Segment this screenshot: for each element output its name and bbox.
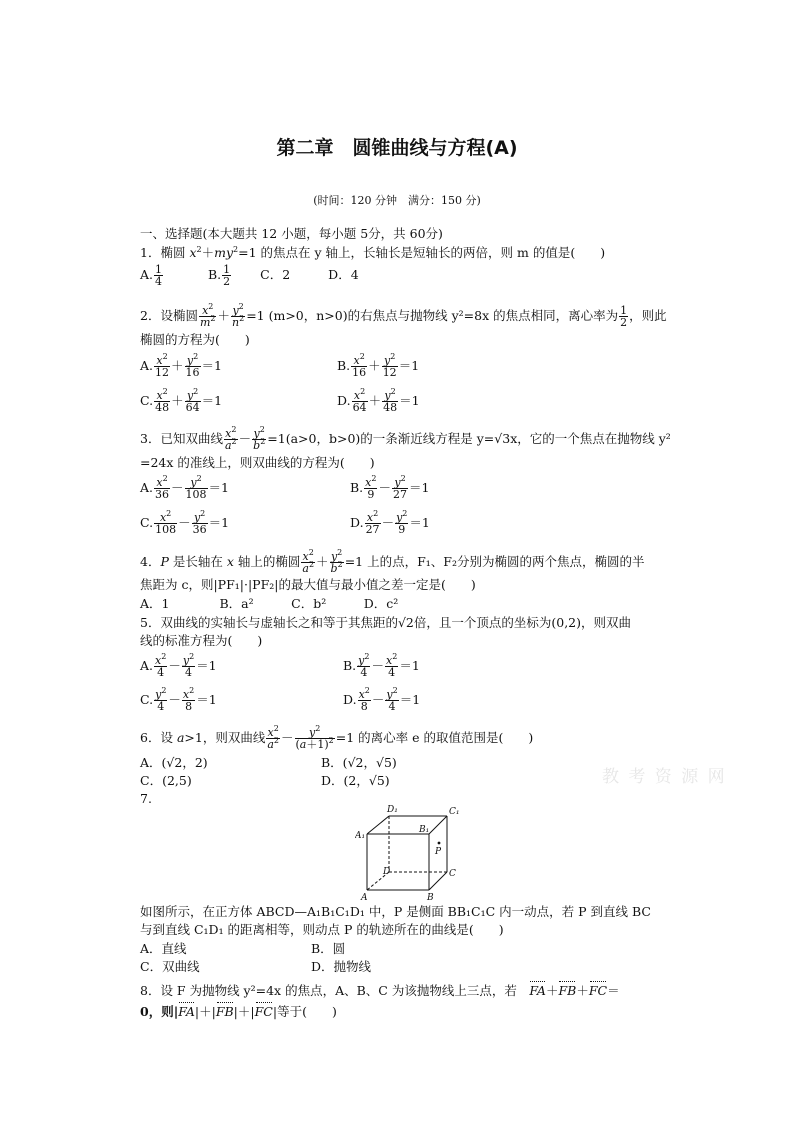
q5-stem-2: 线的标准方程为( ) [140,633,263,648]
q1-options: A. $\frac{1}{4}$ B. $\frac{1}{2}$ C．2 D．4 [140,263,359,288]
q6-option-c: C．(2,5) [140,773,192,788]
q3-option-b: B. $\frac{x^2}{9}$ － $\frac{y^2}{27}$ ＝1 [350,474,430,501]
cube-figure [355,802,465,902]
q3-stem-2: =24x 的准线上，则双曲线的方程为( ) [140,455,375,470]
label-c1: C₁ [449,807,460,817]
label-b: B [427,893,434,902]
q5-option-b: B. $\frac{y^2}{4}$ － $\frac{x^2}{4}$ ＝1 [343,652,420,679]
watermark: 教 考 资 源 网 [602,767,727,787]
q8-stem-2: 0，则|FA|＋|FB|＋|FC|等于( ) [140,1004,337,1019]
section-heading: 一、选择题(本大题共 12 小题，每小题 5分，共 60分) [140,226,443,241]
q7-stem-2: 与到直线 C₁D₁ 的距离相等，则动点 P 的轨迹所在的曲线是( ) [140,922,504,937]
label-b1: B₁ [419,825,430,835]
q3-option-a: A. $\frac{x^2}{36}$ － $\frac{y^2}{108}$ ＝1 [140,474,229,501]
q2-stem-2: 椭圆的方程为( ) [140,332,250,347]
q1-stem: 1．椭圆 $x^2+my^2=1$ 的焦点在 y 轴上，长轴长是短轴长的两倍，则 m 的值是( ) [140,245,606,260]
q2-option-b: B. $\frac{x^2}{16}$ ＋ $\frac{y^2}{12}$ ＝1 [337,352,420,379]
q7-stem: 如图所示，在正方体 ABCD—A₁B₁C₁D₁ 中，P 是侧面 BB₁C₁C 内一动点，若 P 到直线 BC [140,904,651,919]
q2-option-c: C. $\frac{x^2}{48}$ ＋ $\frac{y^2}{64}$ ＝1 [140,387,223,414]
q2-option-a: A. $\frac{x^2}{12}$ ＋ $\frac{y^2}{16}$ ＝1 [140,352,222,379]
q5-option-d: D. $\frac{x^2}{8}$ － $\frac{y^2}{4}$ ＝1 [343,686,421,713]
q4-stem: 4．P 是长轴在 x 轴上的椭圆 $\frac{x^2}{a^2}$ ＋ $\frac{y^2}{b^2}$ =1 上的点，F₁、F₂分别为椭圆的两个焦点，椭圆的半 [140,548,645,575]
q6-stem: 6．设 a>1，则双曲线 $\frac{x^2}{a^2}$ － $\frac{y^2}{(a+1)^2}$ =1 的离心率 e 的取值范围是( ) [140,724,534,751]
label-a1: A₁ [355,831,366,841]
q7-option-c: C．双曲线 [140,959,200,974]
q3-option-d: D. $\frac{x^2}{27}$ － $\frac{y^2}{9}$ ＝1 [350,509,430,536]
q3-stem: 3．已知双曲线 $\frac{x^2}{a^2}$ － $\frac{y^2}{b^2}$ =1(a>0，b>0)的一条渐近线方程是 y=√3x，它的一个焦点在抛物线 y² [140,425,671,452]
q3-option-c: C. $\frac{x^2}{108}$ － $\frac{y^2}{36}$ ＝1 [140,509,230,536]
q5-option-a: A. $\frac{x^2}{4}$ － $\frac{y^2}{4}$ ＝1 [140,652,217,679]
q8-stem: 8．设 F 为抛物线 y²=4x 的焦点，A、B、C 为该抛物线上三点，若 FA＋FB＋FC＝ [140,983,620,998]
q7-option-d: D．抛物线 [311,959,372,974]
q7-option-a: A．直线 [140,941,187,956]
label-a: A [361,893,368,902]
q5-option-c: C. $\frac{y^2}{4}$ － $\frac{x^2}{8}$ ＝1 [140,686,217,713]
label-c: C [449,869,456,879]
q7-number: 7. [140,791,152,806]
page-title: 第二章 圆锥曲线与方程(A) [276,137,518,159]
q2-option-d: D. $\frac{x^2}{64}$ ＋ $\frac{y^2}{48}$ ＝1 [337,387,420,414]
q4-stem-2: 焦距为 c，则|PF₁|·|PF₂|的最大值与最小值之差一定是( ) [140,577,476,592]
q6-option-d: D．(2，√5) [321,773,390,788]
q7-option-b: B．圆 [311,941,346,956]
q2-stem: 2．设椭圆 $\frac{x^2}{m^2}$ ＋ $\frac{y^2}{n^2}$ =1 (m>0，n>0)的右焦点与抛物线 y²=8x 的焦点相同，离心率为 $\frac{1}{2}$ ，则此 [140,302,667,329]
q5-stem: 5．双曲线的实轴长与虚轴长之和等于其焦距的√2倍，且一个顶点的坐标为(0,2)，则双曲 [140,615,632,630]
q6-option-b: B．(√2，√5) [321,755,397,770]
label-d1: D₁ [387,805,398,815]
label-p: P [435,847,442,857]
label-d: D [383,867,391,877]
time-score-info: (时间：120 分钟 满分：150 分) [313,194,481,207]
q4-options: A．1 B．a² C．b² D．c² [140,596,399,611]
q6-option-a: A．(√2，2) [140,755,208,770]
